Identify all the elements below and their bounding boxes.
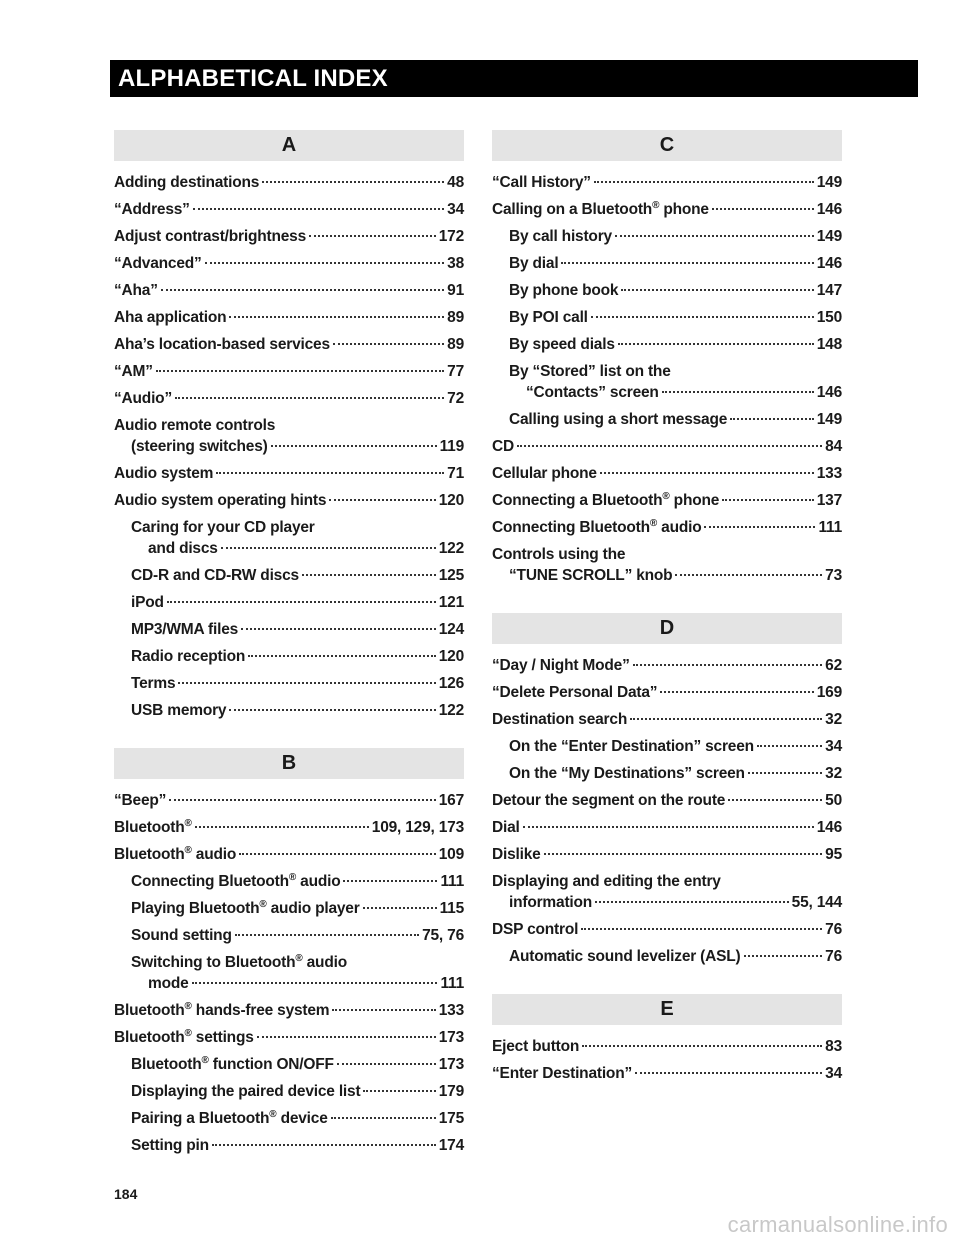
entry-page-ref: 84 (825, 438, 842, 455)
index-entry (114, 700, 464, 721)
dot-leader (630, 718, 822, 720)
dot-leader (728, 799, 822, 801)
index-entry (114, 1081, 464, 1102)
page-number: 184 (114, 1186, 138, 1202)
entry-page-ref: 172 (438, 228, 464, 245)
entry-text: “Day / Night Mode” (492, 657, 630, 674)
entry-text: Dial (492, 819, 520, 836)
index-entry (492, 544, 842, 586)
dot-leader (635, 1072, 822, 1074)
entry-text: Connecting Bluetooth® audio (492, 517, 702, 536)
index-entry (114, 1108, 464, 1129)
entry-page-ref: 133 (816, 465, 842, 482)
entry-text: Dislike (492, 846, 541, 863)
entry-page-ref: 73 (825, 567, 842, 584)
entry-page-ref: 150 (816, 309, 842, 326)
entry-text: Pairing a Bluetooth® device (131, 1108, 328, 1127)
index-entry (114, 361, 464, 382)
entry-text: Switching to Bluetooth® audio (131, 952, 347, 971)
dot-leader (730, 418, 814, 420)
index-entry (114, 646, 464, 667)
index-entry (114, 172, 464, 193)
entry-text: DSP control (492, 921, 579, 938)
entry-text: Connecting Bluetooth® audio (131, 871, 341, 890)
dot-leader (621, 289, 813, 291)
dot-leader (595, 901, 789, 903)
entry-page-ref: 149 (816, 174, 842, 191)
dot-leader (517, 445, 822, 447)
index-entry (114, 1135, 464, 1156)
entry-page-ref: 75, 76 (422, 927, 464, 944)
entry-text: Detour the segment on the route (492, 792, 726, 809)
dot-leader (205, 262, 445, 264)
index-entry (114, 565, 464, 586)
entry-page-ref: 119 (439, 438, 464, 455)
dot-leader (722, 499, 814, 501)
entry-page-ref: 72 (447, 390, 464, 407)
index-entry (114, 253, 464, 274)
entry-page-ref: 62 (825, 657, 842, 674)
index-entry (492, 736, 842, 757)
entry-page-ref: 146 (816, 201, 842, 218)
index-entry (114, 307, 464, 328)
entry-text-continued: mode (148, 975, 189, 992)
entry-text: “Beep” (114, 792, 167, 809)
section-letter-heading: A (114, 130, 464, 161)
dot-leader (193, 208, 444, 210)
entry-text-continued: “TUNE SCROLL” knob (509, 567, 673, 584)
entry-page-ref: 109 (438, 846, 464, 863)
dot-leader (544, 853, 823, 855)
dot-leader (660, 691, 813, 693)
entry-text: By phone book (509, 282, 619, 299)
index-entry (492, 919, 842, 940)
index-entry (492, 790, 842, 811)
entry-text: Bluetooth® audio (114, 844, 237, 863)
entry-page-ref: 34 (825, 738, 842, 755)
entry-page-ref: 32 (825, 711, 842, 728)
index-entry (114, 334, 464, 355)
index-entry (114, 817, 464, 838)
entry-text-continued: (steering switches) (131, 438, 268, 455)
dot-leader (175, 397, 444, 399)
dot-leader (167, 601, 436, 603)
entry-text: “Address” (114, 201, 190, 218)
watermark: carmanualsonline.info (727, 1212, 948, 1237)
dot-leader (333, 343, 444, 345)
dot-leader (156, 370, 444, 372)
entry-page-ref: 173 (438, 1056, 464, 1073)
dot-leader (712, 208, 814, 210)
entry-page-ref: 124 (438, 621, 464, 638)
dot-leader (581, 928, 822, 930)
entry-text: Terms (131, 675, 176, 692)
dot-leader (262, 181, 444, 183)
dot-leader (591, 316, 814, 318)
dot-leader (216, 472, 444, 474)
entry-text: By “Stored” list on the (509, 363, 671, 380)
entry-text: iPod (131, 594, 164, 611)
dot-leader (271, 445, 437, 447)
dot-leader (161, 289, 444, 291)
entry-text: Radio reception (131, 648, 246, 665)
dot-leader (633, 664, 823, 666)
index-entry (492, 253, 842, 274)
entry-text: Displaying the paired device list (131, 1083, 361, 1100)
index-entry (492, 280, 842, 301)
dot-leader (704, 526, 815, 528)
entry-page-ref: 83 (825, 1038, 842, 1055)
entry-text: By speed dials (509, 336, 615, 353)
index-entry (114, 1054, 464, 1075)
entry-text: “AM” (114, 363, 153, 380)
entry-text: Cellular phone (492, 465, 597, 482)
dot-leader (618, 343, 814, 345)
dot-leader (221, 547, 436, 549)
dot-leader (332, 1009, 435, 1011)
entry-text: Automatic sound levelizer (ASL) (509, 948, 741, 965)
entry-text: “Delete Personal Data” (492, 684, 658, 701)
entry-page-ref: 149 (816, 228, 842, 245)
index-entry (114, 619, 464, 640)
entry-text: Calling using a short message (509, 411, 728, 428)
index-entry (114, 415, 464, 457)
entry-text: “Advanced” (114, 255, 202, 272)
entry-text: Aha application (114, 309, 227, 326)
entry-text: Sound setting (131, 927, 232, 944)
entry-text: CD (492, 438, 514, 455)
index-entry (492, 199, 842, 220)
index-entry (492, 226, 842, 247)
entry-text: Audio remote controls (114, 417, 276, 434)
dot-leader (748, 772, 822, 774)
dot-leader (178, 682, 435, 684)
dot-leader (302, 574, 436, 576)
index-entry (114, 199, 464, 220)
entry-text-continued: and discs (148, 540, 218, 557)
entry-page-ref: 175 (438, 1110, 464, 1127)
entry-page-ref: 91 (447, 282, 464, 299)
section-letter-heading: D (492, 613, 842, 644)
entry-page-ref: 109, 129, 173 (371, 819, 464, 836)
entry-text: Bluetooth® function ON/OFF (131, 1054, 334, 1073)
entry-page-ref: 34 (825, 1065, 842, 1082)
entry-page-ref: 169 (816, 684, 842, 701)
dot-leader (594, 181, 814, 183)
entry-page-ref: 89 (447, 336, 464, 353)
index-entry (492, 517, 842, 538)
index-entry (492, 871, 842, 913)
entry-page-ref: 111 (440, 975, 464, 992)
entry-page-ref: 122 (438, 540, 464, 557)
entry-text: On the “Enter Destination” screen (509, 738, 754, 755)
dot-leader (235, 934, 419, 936)
entry-page-ref: 115 (439, 900, 464, 917)
index-entry (492, 817, 842, 838)
entry-page-ref: 133 (438, 1002, 464, 1019)
entry-text-continued: “Contacts” screen (526, 384, 659, 401)
index-entry (492, 946, 842, 967)
entry-page-ref: 125 (438, 567, 464, 584)
index-entry (114, 898, 464, 919)
index-entry (492, 1063, 842, 1084)
entry-page-ref: 48 (447, 174, 464, 191)
entry-text: MP3/WMA files (131, 621, 239, 638)
entry-page-ref: 32 (825, 765, 842, 782)
index-entry (114, 517, 464, 559)
index-entry (492, 655, 842, 676)
entry-page-ref: 95 (825, 846, 842, 863)
dot-leader (257, 1036, 436, 1038)
index-entry (492, 763, 842, 784)
index-entry (492, 361, 842, 403)
entry-text: Adjust contrast/brightness (114, 228, 307, 245)
entry-page-ref: 122 (438, 702, 464, 719)
index-entry (114, 226, 464, 247)
index-section-c (492, 130, 842, 586)
dot-leader (309, 235, 436, 237)
entry-page-ref: 55, 144 (791, 894, 842, 911)
entry-text: “Audio” (114, 390, 173, 407)
dot-leader (331, 1117, 436, 1119)
entry-text: “Enter Destination” (492, 1065, 633, 1082)
index-entry (492, 709, 842, 730)
entry-text: Aha’s location-based services (114, 336, 330, 353)
entry-page-ref: 34 (447, 201, 464, 218)
entry-page-ref: 77 (447, 363, 464, 380)
entry-text: Adding destinations (114, 174, 260, 191)
dot-leader (229, 316, 444, 318)
entry-page-ref: 121 (438, 594, 464, 611)
index-entry (492, 307, 842, 328)
entry-text-continued: information (509, 894, 593, 911)
dot-leader (248, 655, 436, 657)
entry-page-ref: 148 (816, 336, 842, 353)
dot-leader (229, 709, 435, 711)
index-section-e (492, 994, 842, 1084)
dot-leader (169, 799, 436, 801)
entry-text: Bluetooth® hands-free system (114, 1000, 330, 1019)
index-entry (492, 1036, 842, 1057)
dot-leader (363, 1090, 435, 1092)
page-title: ALPHABETICAL INDEX (110, 60, 918, 97)
entry-text: Bluetooth® settings (114, 1027, 254, 1046)
index-entry (492, 334, 842, 355)
entry-page-ref: 76 (825, 948, 842, 965)
index-section-a (114, 130, 464, 721)
entry-text: Playing Bluetooth® audio player (131, 898, 360, 917)
dot-leader (239, 853, 436, 855)
entry-text: “Aha” (114, 282, 158, 299)
dot-leader (757, 745, 822, 747)
section-letter-heading: C (492, 130, 842, 161)
index-entry (492, 682, 842, 703)
dot-leader (744, 955, 823, 957)
entry-page-ref: 120 (438, 648, 464, 665)
dot-leader (600, 472, 814, 474)
index-entry (114, 490, 464, 511)
index-entry (114, 925, 464, 946)
entry-page-ref: 146 (816, 255, 842, 272)
index-entry (114, 844, 464, 865)
entry-text: On the “My Destinations” screen (509, 765, 745, 782)
section-letter-heading: E (492, 994, 842, 1025)
dot-leader (343, 880, 437, 882)
index-entry (114, 1027, 464, 1048)
entry-text: Caring for your CD player (131, 519, 315, 536)
entry-page-ref: 76 (825, 921, 842, 938)
index-entry (492, 409, 842, 430)
index-entry (114, 280, 464, 301)
entry-page-ref: 111 (440, 873, 464, 890)
index-entry (114, 790, 464, 811)
index-section-d (492, 613, 842, 967)
index-entry (114, 388, 464, 409)
entry-page-ref: 149 (816, 411, 842, 428)
entry-page-ref: 137 (816, 492, 842, 509)
entry-text: “Call History” (492, 174, 591, 191)
entry-text: By dial (509, 255, 559, 272)
index-section-b (114, 748, 464, 1156)
index-column-left (114, 130, 464, 1162)
index-entry (114, 463, 464, 484)
entry-page-ref: 111 (818, 519, 842, 536)
entry-page-ref: 146 (816, 819, 842, 836)
dot-leader (337, 1063, 436, 1065)
index-entry (492, 490, 842, 511)
dot-leader (363, 907, 437, 909)
dot-leader (675, 574, 822, 576)
index-entry (114, 592, 464, 613)
dot-leader (241, 628, 436, 630)
entry-page-ref: 126 (438, 675, 464, 692)
entry-page-ref: 38 (447, 255, 464, 272)
entry-text: By POI call (509, 309, 588, 326)
entry-text: By call history (509, 228, 612, 245)
dot-leader (615, 235, 814, 237)
dot-leader (561, 262, 813, 264)
entry-page-ref: 50 (825, 792, 842, 809)
entry-page-ref: 174 (438, 1137, 464, 1154)
dot-leader (329, 499, 435, 501)
index-entry (114, 952, 464, 994)
dot-leader (195, 826, 369, 828)
index-entry (492, 172, 842, 193)
entry-text: Setting pin (131, 1137, 209, 1154)
dot-leader (523, 826, 814, 828)
entry-text: Connecting a Bluetooth® phone (492, 490, 720, 509)
dot-leader (212, 1144, 436, 1146)
dot-leader (662, 391, 814, 393)
index-entry (114, 673, 464, 694)
section-letter-heading: B (114, 748, 464, 779)
entry-text: Eject button (492, 1038, 580, 1055)
entry-page-ref: 89 (447, 309, 464, 326)
entry-text: Controls using the (492, 546, 626, 563)
entry-text: USB memory (131, 702, 227, 719)
entry-text: CD-R and CD-RW discs (131, 567, 299, 584)
entry-page-ref: 147 (816, 282, 842, 299)
index-entry (114, 1000, 464, 1021)
entry-text: Audio system (114, 465, 214, 482)
index-entry (492, 463, 842, 484)
entry-text: Calling on a Bluetooth® phone (492, 199, 709, 218)
entry-text: Displaying and editing the entry (492, 873, 721, 890)
entry-text: Audio system operating hints (114, 492, 327, 509)
dot-leader (582, 1045, 822, 1047)
entry-text: Destination search (492, 711, 628, 728)
dot-leader (192, 982, 438, 984)
index-entry (114, 871, 464, 892)
entry-page-ref: 179 (438, 1083, 464, 1100)
index-column-right (492, 130, 842, 1090)
entry-page-ref: 146 (816, 384, 842, 401)
entry-text: Bluetooth® (114, 817, 192, 836)
entry-page-ref: 167 (438, 792, 464, 809)
entry-page-ref: 71 (447, 465, 464, 482)
entry-page-ref: 173 (438, 1029, 464, 1046)
index-entry (492, 844, 842, 865)
index-entry (492, 436, 842, 457)
entry-page-ref: 120 (438, 492, 464, 509)
